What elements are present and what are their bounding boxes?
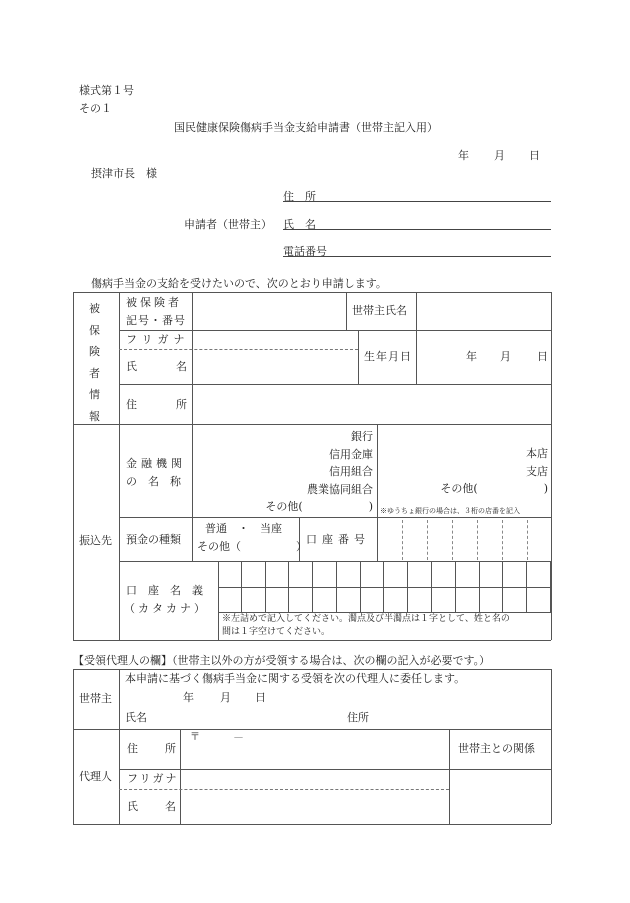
account-name-cell[interactable] (266, 587, 290, 613)
addressee: 摂津市長 様 (91, 167, 157, 180)
account-name-cell[interactable] (313, 587, 337, 613)
date-month: 月 (494, 149, 505, 162)
account-name-grid[interactable] (218, 561, 551, 612)
proxy-head-label: 世帯主 (79, 692, 112, 705)
applicant-name-label: 氏 名 (283, 218, 316, 231)
delegation-text: 本申請に基づく傷病手当金に関する受領を次の代理人に委任します。 (125, 672, 466, 685)
proxy-date-month: 月 (220, 691, 231, 704)
section-char: 被 (89, 302, 100, 315)
institution-label-1: 金融機関 (126, 457, 186, 470)
account-number-field[interactable] (378, 518, 550, 560)
branch-types[interactable] (380, 445, 548, 498)
proxy-date-day: 日 (255, 691, 266, 704)
type-agri-coop: 農業協同組合 (307, 482, 373, 496)
proxy-head-address-label: 住所 (347, 711, 369, 724)
proxy-heading: 【受領代理人の欄】（世帯主以外の方が受領する場合は、次の欄の記入が必要です。） (73, 654, 491, 667)
applicant-phone-label: 電話番号 (283, 245, 327, 258)
address-label-1: 住 (126, 398, 137, 411)
agent-address-label-1: 住 (127, 742, 138, 755)
applicant-name-field[interactable] (283, 215, 551, 230)
account-name-cell[interactable] (385, 561, 409, 587)
branch-sub: 支店 (526, 464, 548, 478)
account-name-cell[interactable] (480, 561, 504, 587)
account-name-cell[interactable] (503, 587, 527, 613)
branch-main: 本店 (526, 447, 548, 460)
account-name-cell[interactable] (266, 561, 290, 587)
branch-other: その他( ) (440, 482, 548, 495)
insured-number-field[interactable] (193, 293, 345, 329)
account-name-cell[interactable] (503, 561, 527, 587)
applicant-label: 申請者（世帯主） (184, 218, 272, 231)
birth-year: 年 (466, 350, 477, 363)
account-name-cell[interactable] (432, 587, 456, 613)
account-name-cell[interactable] (218, 561, 242, 587)
account-name-cell[interactable] (361, 561, 385, 587)
date-day: 日 (529, 149, 540, 162)
section-char: 者 (89, 366, 100, 380)
address-label-2: 所 (176, 398, 187, 411)
transfer-section-label: 振込先 (79, 534, 112, 547)
proxy-head-name-label: 氏名 (125, 711, 147, 724)
agent-furigana-label: フリガナ (127, 772, 179, 785)
agent-address-label-2: 所 (165, 742, 176, 755)
insured-number-label-1: 被保険者 (126, 296, 182, 309)
form-number: 様式第１号 (79, 84, 134, 97)
postal-dash: － (233, 731, 244, 744)
account-name-cell[interactable] (337, 561, 361, 587)
birth-day: 日 (537, 350, 548, 363)
account-name-cell[interactable] (242, 561, 266, 587)
account-name-cell[interactable] (408, 587, 432, 613)
account-name-cell[interactable] (480, 587, 504, 613)
section-char: 保 (89, 323, 100, 337)
birth-month: 月 (500, 350, 511, 363)
insured-address-field[interactable] (193, 385, 550, 423)
type-shinkin: 信用金庫 (329, 447, 373, 461)
deposit-option-other[interactable]: その他（ ） (197, 540, 307, 553)
proxy-date-year: 年 (183, 691, 194, 704)
furigana-field[interactable] (193, 331, 357, 348)
agent-name-label-1: 氏 (127, 800, 138, 813)
account-number-label: 口座番号 (306, 533, 370, 546)
section-char: 情 (89, 388, 100, 401)
account-name-cell[interactable] (218, 587, 242, 613)
account-name-cell[interactable] (289, 561, 313, 587)
account-name-cell[interactable] (456, 587, 480, 613)
account-name-cell[interactable] (361, 587, 385, 613)
furigana-label: フリガナ (126, 333, 190, 346)
agent-label: 代理人 (79, 770, 112, 783)
account-name-cell[interactable] (408, 561, 432, 587)
section-char: 報 (89, 409, 100, 423)
birth-date-label: 生年月日 (364, 350, 412, 363)
account-name-cell[interactable] (289, 587, 313, 613)
account-name-note-1: ※左詰めで記入してください。濁点及び半濁点は１字として、姓と名の (222, 614, 510, 624)
name-label-1: 氏 (126, 360, 137, 373)
account-name-cell[interactable] (527, 587, 551, 613)
relation-label: 世帯主との関係 (458, 742, 535, 755)
account-name-cell[interactable] (242, 587, 266, 613)
section-char: 険 (89, 345, 100, 358)
account-name-cell[interactable] (456, 561, 480, 587)
insured-section-label (89, 298, 103, 427)
account-name-label-1: 口 座 名 義 (126, 584, 203, 597)
page-title: 国民健康保険傷病手当金支給申請書（世帯主記入用） (174, 121, 438, 134)
account-name-label-2: （カタカナ） (124, 602, 208, 615)
intro-text: 傷病手当金の支給を受けたいので、次のとおり申請します。 (91, 277, 387, 290)
agent-name-field[interactable] (181, 790, 448, 823)
type-bank: 銀行 (351, 430, 373, 443)
head-name-field[interactable] (417, 293, 550, 329)
type-other: その他( ) (265, 500, 373, 513)
agent-address-field[interactable] (181, 730, 448, 768)
applicant-address-label: 住 所 (283, 190, 316, 203)
account-name-cell[interactable] (337, 587, 361, 613)
yucho-note: ※ゆうちょ銀行の場合は、３桁の店番を記入 (380, 507, 520, 515)
deposit-type-label: 預金の種類 (126, 533, 181, 546)
applicant-address-field[interactable] (283, 187, 551, 202)
deposit-option-regular[interactable]: 普通 ・ 当座 (205, 522, 282, 535)
date-year: 年 (458, 149, 469, 162)
relation-field[interactable] (450, 770, 550, 823)
institution-types[interactable] (193, 428, 373, 516)
agent-name-label-2: 名 (165, 800, 176, 813)
insured-number-label-2: 記号・番号 (126, 314, 186, 327)
account-name-note-2: 間は１字空けてください。 (222, 627, 331, 637)
form-part: その１ (79, 102, 112, 115)
insured-name-field[interactable] (193, 350, 357, 383)
account-name-cell[interactable] (527, 561, 551, 587)
account-name-cell[interactable] (313, 561, 337, 587)
applicant-phone-field[interactable] (283, 242, 551, 257)
agent-furigana-field[interactable] (181, 770, 448, 788)
head-name-label: 世帯主氏名 (352, 304, 407, 317)
name-label-2: 名 (176, 360, 187, 373)
account-name-cell[interactable] (432, 561, 456, 587)
postal-mark: 〒 (190, 732, 200, 743)
institution-label-2: の 名 称 (126, 475, 181, 488)
account-name-cell[interactable] (385, 587, 409, 613)
type-credit-union: 信用組合 (329, 465, 373, 478)
